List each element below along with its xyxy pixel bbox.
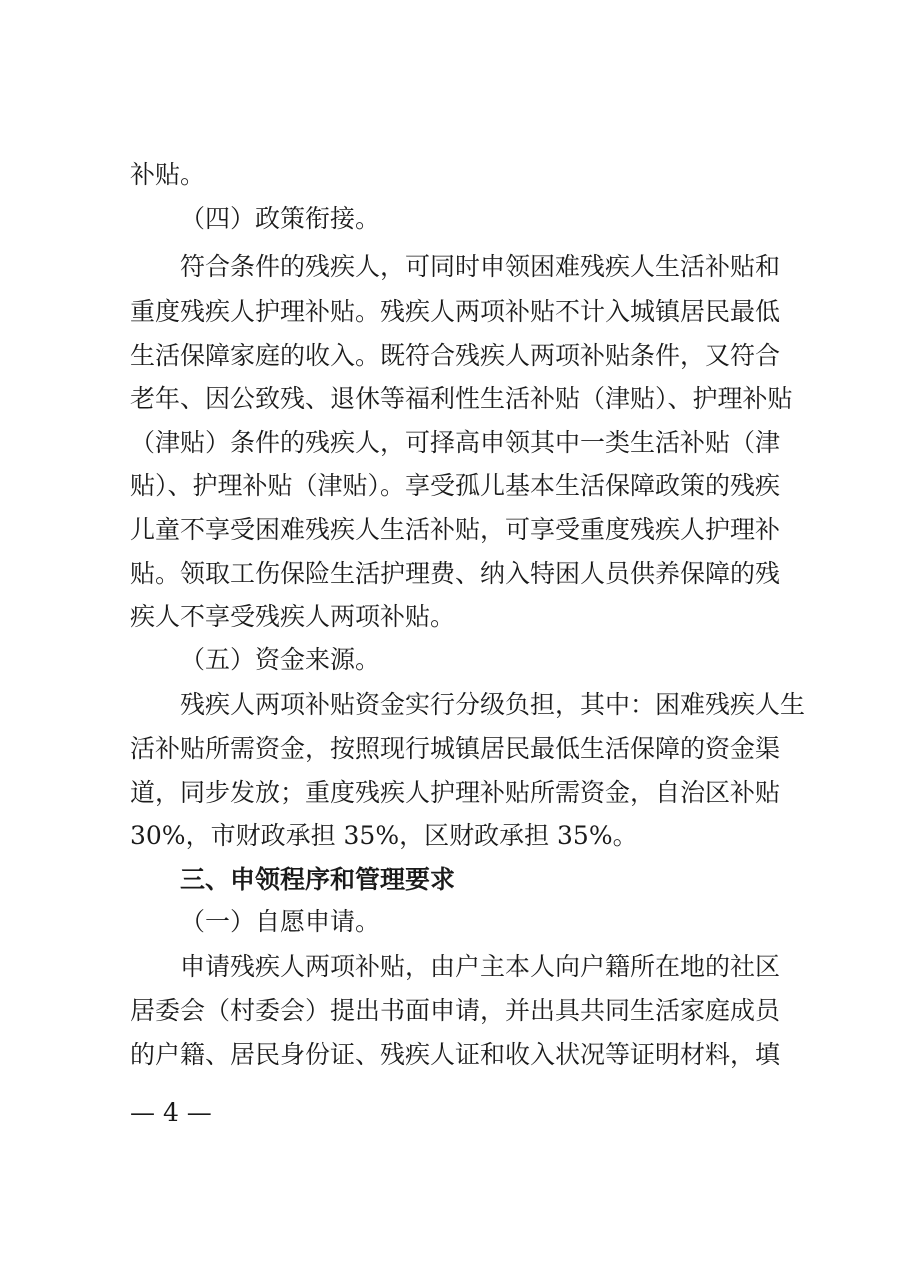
page-number: — 4 — [130,1098,212,1127]
text-line-21: 的户籍、居民身份证、残疾人证和收入状况等证明材料，填 [130,1040,781,1069]
text-line-11: 疾人不享受残疾人两项补贴。 [130,602,456,631]
text-line-9: 儿童不享受困难残疾人生活补贴，可享受重度残疾人护理补 [130,515,781,544]
text-line-10: 贴。领取工伤保险生活护理费、纳入特困人员供养保障的残 [130,559,781,588]
text-line-8: 贴）、护理补贴（津贴）。享受孤儿基本生活保障政策的残疾 [130,471,781,500]
text-line-1: 补贴。 [130,160,206,189]
text-line-5: 生活保障家庭的收入。既符合残疾人两项补贴条件，又符合 [130,341,781,370]
chapter-heading-procedure: 三、申领程序和管理要求 [180,865,456,894]
text-line-4: 重度残疾人护理补贴。残疾人两项补贴不计入城镇居民最低 [130,297,781,326]
section-heading-policy-link: （四）政策衔接。 [180,204,381,233]
text-line-3: 符合条件的残疾人，可同时申领困难残疾人生活补贴和 [180,252,781,281]
text-line-16: 30%，市财政承担 35%，区财政承担 35%。 [130,821,638,850]
text-line-14: 活补贴所需资金，按照现行城镇居民最低生活保障的资金渠 [130,734,781,763]
text-line-15: 道，同步发放；重度残疾人护理补贴所需资金，自治区补贴 [130,778,781,807]
section-heading-funding: （五）资金来源。 [180,645,381,674]
text-line-13: 残疾人两项补贴资金实行分级负担，其中：困难残疾人生 [180,690,806,719]
text-line-6: 老年、因公致残、退休等福利性生活补贴（津贴）、护理补贴 [130,384,793,413]
section-heading-voluntary-application: （一）自愿申请。 [180,907,381,936]
text-line-20: 居委会（村委会）提出书面申请，并出具共同生活家庭成员 [130,996,781,1025]
text-line-19: 申请残疾人两项补贴，由户主本人向户籍所在地的社区 [180,952,781,981]
text-line-7: （津贴）条件的残疾人，可择高申领其中一类生活补贴（津 [130,428,781,457]
